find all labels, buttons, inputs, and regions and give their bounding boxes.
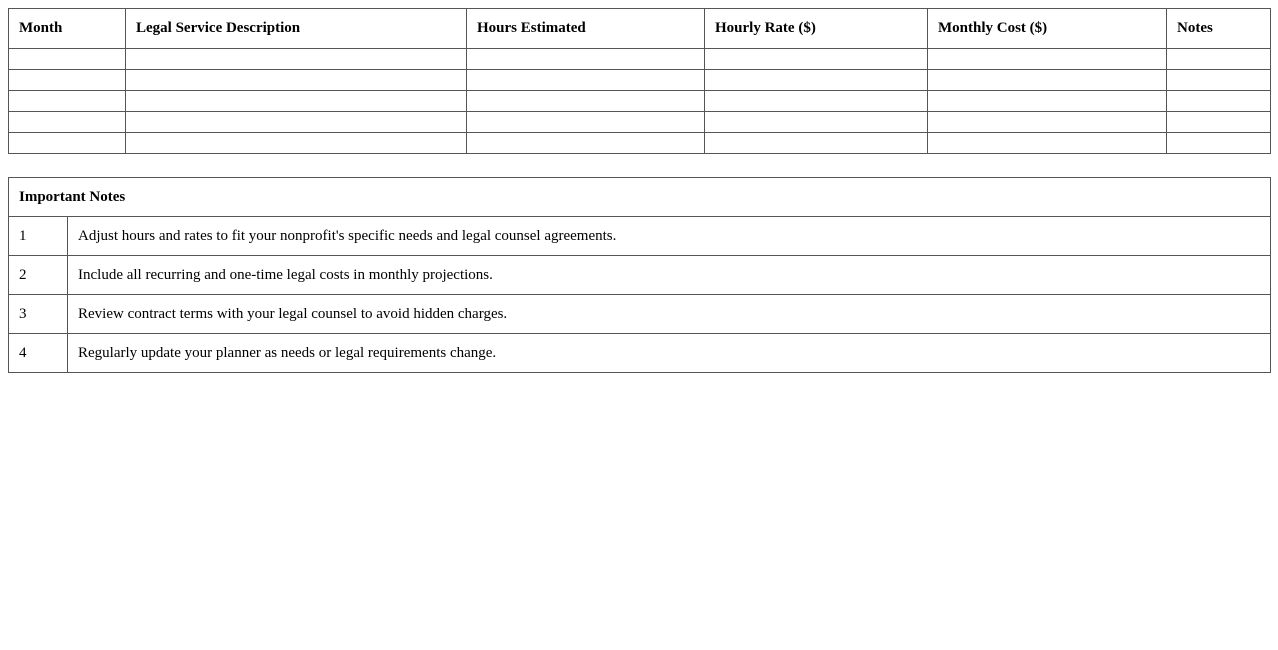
- note-text: Regularly update your planner as needs or legal requirements change.: [68, 334, 1271, 373]
- table-cell[interactable]: [126, 112, 467, 133]
- note-number: 4: [9, 334, 68, 373]
- table-cell[interactable]: [9, 49, 126, 70]
- table-cell[interactable]: [467, 133, 705, 154]
- table-cell[interactable]: [9, 91, 126, 112]
- table-cell[interactable]: [126, 49, 467, 70]
- note-text: Review contract terms with your legal counsel to avoid hidden charges.: [68, 295, 1271, 334]
- note-number: 2: [9, 256, 68, 295]
- table-cell[interactable]: [126, 70, 467, 91]
- table-cell[interactable]: [9, 133, 126, 154]
- table-cell[interactable]: [9, 70, 126, 91]
- column-header-month: Month: [9, 9, 126, 49]
- table-cell[interactable]: [467, 49, 705, 70]
- table-row: [9, 133, 1271, 154]
- notes-header-row: [9, 178, 1271, 217]
- note-number: 1: [9, 217, 68, 256]
- important-notes-table: [8, 177, 1271, 373]
- table-cell[interactable]: [705, 70, 928, 91]
- column-header-hours-estimated: Hours Estimated: [467, 9, 705, 49]
- note-text: Adjust hours and rates to fit your nonprofit's specific needs and legal counsel agreements.: [68, 217, 1271, 256]
- table-cell[interactable]: [1167, 133, 1271, 154]
- table-cell[interactable]: [467, 112, 705, 133]
- table-cell[interactable]: [9, 112, 126, 133]
- table-cell[interactable]: [126, 133, 467, 154]
- table-row: [9, 70, 1271, 91]
- table-cell[interactable]: [1167, 112, 1271, 133]
- notes-title: Important Notes: [9, 178, 1271, 217]
- list-item: [9, 295, 1271, 334]
- column-header-monthly-cost: Monthly Cost ($): [928, 9, 1167, 49]
- table-cell[interactable]: [1167, 91, 1271, 112]
- note-number: 3: [9, 295, 68, 334]
- table-row: [9, 49, 1271, 70]
- table-cell[interactable]: [928, 91, 1167, 112]
- table-cell[interactable]: [705, 112, 928, 133]
- column-header-notes: Notes: [1167, 9, 1271, 49]
- table-row: [9, 112, 1271, 133]
- table-cell[interactable]: [467, 91, 705, 112]
- list-item: [9, 256, 1271, 295]
- table-cell[interactable]: [467, 70, 705, 91]
- table-cell[interactable]: [928, 133, 1167, 154]
- table-cell[interactable]: [705, 133, 928, 154]
- table-cell[interactable]: [928, 70, 1167, 91]
- column-header-hourly-rate: Hourly Rate ($): [705, 9, 928, 49]
- table-cell[interactable]: [1167, 49, 1271, 70]
- planner-header-row: [9, 9, 1271, 49]
- column-header-legal-service-description: Legal Service Description: [126, 9, 467, 49]
- table-cell[interactable]: [1167, 70, 1271, 91]
- table-cell[interactable]: [126, 91, 467, 112]
- legal-cost-planner-table: [8, 8, 1271, 154]
- table-cell[interactable]: [928, 49, 1167, 70]
- table-cell[interactable]: [705, 91, 928, 112]
- table-cell[interactable]: [705, 49, 928, 70]
- note-text: Include all recurring and one-time legal costs in monthly projections.: [68, 256, 1271, 295]
- table-cell[interactable]: [928, 112, 1167, 133]
- table-row: [9, 91, 1271, 112]
- list-item: [9, 334, 1271, 373]
- list-item: [9, 217, 1271, 256]
